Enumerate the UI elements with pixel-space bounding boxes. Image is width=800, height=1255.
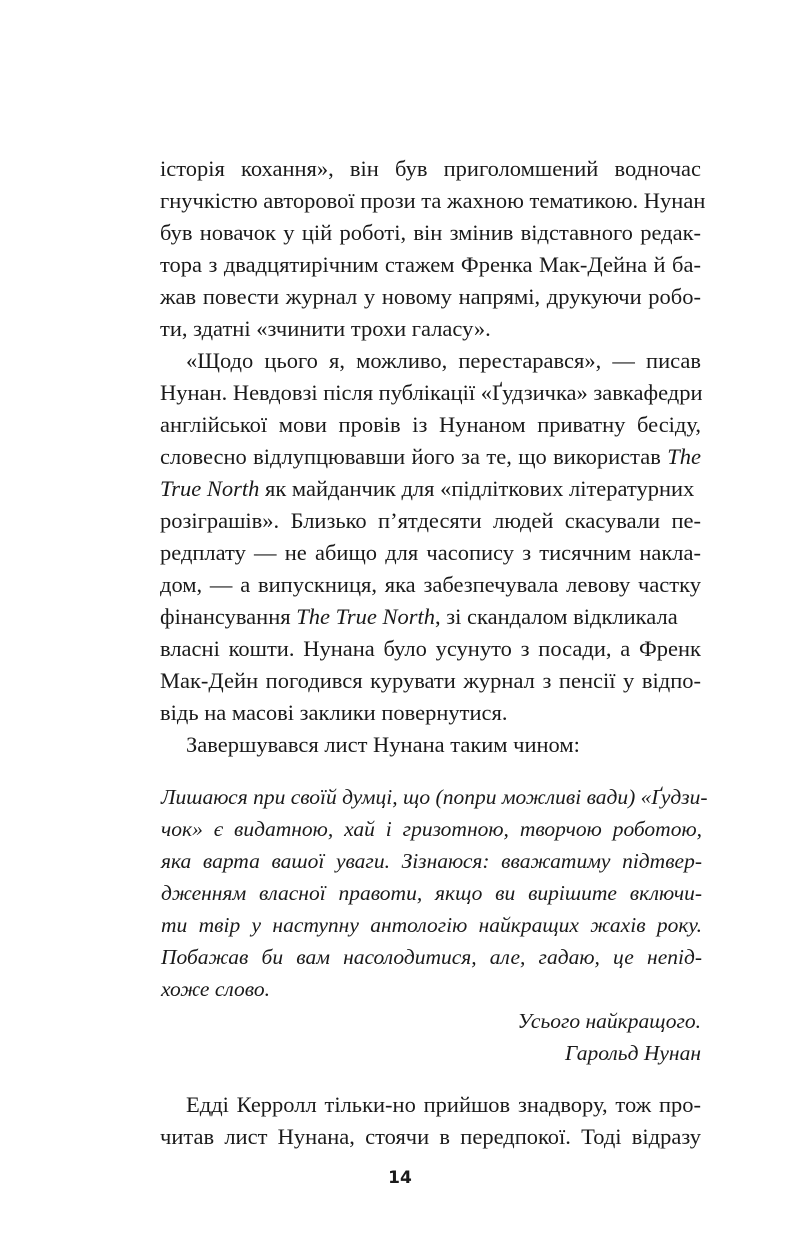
paragraph-4-line-2: читав лист Нунана, стоячи в передпокої. Тоді відразу [160, 1124, 701, 1149]
quote-line-4: дженням власної правоти, якщо ви вирішите включи- [161, 881, 702, 905]
paragraph-2-line-4-text: словесно відлупцювавши його за те, що використав [160, 444, 661, 469]
quote-line-3: яка варта вашої уваги. Зізнаюся: вважатиму підтвер- [161, 849, 702, 873]
paragraph-2-line-8: дом, — а випускниця, яка забезпечувала левову частку [160, 572, 701, 597]
paragraph-2-line-3: англійської мови провів із Нунаном приватну бесіду, [160, 412, 701, 437]
letter-signature: Гарольд Нунан [565, 1041, 701, 1065]
paragraph-2-line-6: розіграшів». Близько п’ятдесяти людей скасували пе- [160, 508, 701, 533]
paragraph-1-line-5: жав повести журнал у новому напрямі, друкуючи робо- [160, 284, 701, 309]
paragraph-2-line-5-text: як майданчик для «підліткових літературних [259, 476, 695, 501]
paragraph-4-line-1: Едді Керролл тільки-но прийшов знадвору, тож про- [186, 1092, 701, 1117]
paragraph-2-line-1: «Щодо цього я, можливо, перестарався», — писав [186, 348, 701, 373]
paragraph-1-line-6: ти, здатні «зчинити трохи галасу». [160, 316, 491, 341]
quote-line-1: Лишаюся при своїй думці, що (попри можливі вади) «Ґудзи- [161, 785, 708, 809]
paragraph-2-line-9-text-a: фінансування [160, 604, 297, 629]
journal-title: The True North [296, 604, 435, 629]
paragraph-3-line-1: Завершувався лист Нунана таким чином: [186, 732, 580, 757]
quote-line-2: чок» є видатною, хай і гризотною, творчою роботою, [161, 817, 702, 841]
journal-title-fragment: True North [160, 476, 260, 501]
paragraph-2-line-4 [160, 440, 701, 474]
paragraph-1-line-4: тора з двадцятирічним стажем Френка Мак-Дейна й ба- [160, 252, 701, 277]
journal-title-fragment: The [667, 444, 701, 469]
quote-line-5: ти твір у наступну антологію найкращих жахів року. [161, 913, 702, 937]
paragraph-2-line-9-text-b: , зі скандалом відкликала [435, 604, 678, 629]
paragraph-2-line-12: відь на масові заклики повернутися. [160, 700, 508, 725]
paragraph-2-line-5 [160, 472, 701, 506]
paragraph-1-line-3: був новачок у цій роботі, він змінив відставного редак- [160, 220, 701, 245]
paragraph-2-line-11: Мак-Дейн погодився курувати журнал з пенсії у відпо- [160, 668, 701, 693]
paragraph-2-line-2: Нунан. Невдовзі після публікації «Ґудзичка» завкафедри [160, 380, 703, 405]
quote-line-7: хоже слово. [161, 977, 270, 1001]
page-number: 14 [388, 1168, 412, 1188]
paragraph-2-line-9 [160, 600, 701, 634]
letter-closing: Усього найкращого. [517, 1009, 701, 1033]
paragraph-2-line-10: власні кошти. Нунана було усунуто з посади, а Френк [160, 636, 701, 661]
quote-line-6: Побажав би вам насолодитися, але, гадаю, це непід- [161, 945, 702, 969]
paragraph-1-line-2: гнучкістю авторової прози та жахною тематикою. Нунан [160, 188, 706, 213]
paragraph-1-line-1: історія кохання», він був приголомшений водночас [160, 156, 701, 181]
paragraph-2-line-7: редплату — не абищо для часопису з тисячним накла- [160, 540, 701, 565]
